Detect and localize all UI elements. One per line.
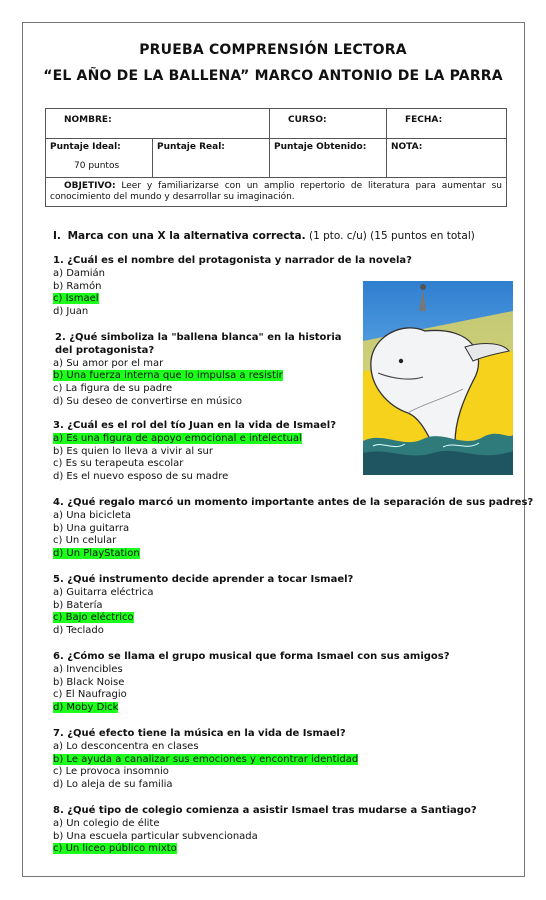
question-title: 3. ¿Cuál es el rol del tío Juan en la vida de Ismael? — [53, 420, 337, 431]
question-5 — [53, 574, 353, 638]
option-c[interactable]: c) La figura de su padre — [53, 383, 173, 395]
info-table — [45, 108, 507, 207]
correct-answer-highlight: d) Moby Dick — [53, 702, 119, 714]
objetivo-label: OBJETIVO: — [64, 181, 116, 191]
option-d[interactable] — [53, 548, 533, 561]
option-a[interactable]: a) Invencibles — [53, 663, 123, 675]
section-instruction — [53, 230, 475, 242]
option-d[interactable]: d) Su deseo de convertirse en músico — [53, 395, 242, 407]
question-title: 7. ¿Qué efecto tiene la música en la vida de Ismael? — [53, 728, 346, 739]
puntaje-ideal-cell — [46, 139, 153, 178]
option-a[interactable]: a) Su amor por el mar — [53, 357, 164, 369]
option-b[interactable]: b) Una escuela particular subvencionada — [53, 830, 258, 842]
nota-label: NOTA: — [391, 142, 423, 152]
option-a[interactable] — [53, 433, 336, 446]
figure-head — [420, 284, 426, 290]
question-8 — [53, 805, 477, 856]
option-c[interactable]: c) Un celular — [53, 535, 117, 547]
section-number: I. — [53, 230, 61, 242]
correct-answer-highlight: b) Le ayuda a canalizar sus emociones y encontrar identidad — [53, 753, 359, 765]
correct-answer-highlight: c) Ismael — [53, 293, 99, 305]
nota-cell[interactable] — [387, 139, 507, 178]
question-title: 4. ¿Qué regalo marcó un momento importante antes de la separación de sus padres? — [53, 497, 534, 508]
whale-eye — [399, 359, 403, 363]
question-6 — [53, 651, 450, 715]
option-c[interactable]: c) Es su terapeuta escolar — [53, 458, 184, 470]
option-a[interactable]: a) Lo desconcentra en clases — [53, 740, 199, 752]
question-title: 1. ¿Cuál es el nombre del protagonista y narrador de la novela? — [53, 255, 412, 266]
section-instruction-text: Marca con una X la alternativa correcta. — [67, 230, 306, 242]
option-c[interactable] — [53, 293, 412, 306]
question-title: 6. ¿Cómo se llama el grupo musical que forma Ismael con sus amigos? — [53, 651, 450, 662]
nombre-cell[interactable] — [46, 109, 270, 139]
option-b[interactable]: b) Una guitarra — [53, 522, 130, 534]
page-subtitle: “EL AÑO DE LA BALLENA” MARCO ANTONIO DE LA PARRA — [43, 68, 503, 84]
fecha-cell[interactable] — [387, 109, 507, 139]
correct-answer-highlight: c) Bajo eléctrico — [53, 612, 134, 624]
question-title: 2. ¿Qué simboliza la "ballena blanca" en la historia del protagonista? — [55, 332, 342, 356]
page-title: PRUEBA COMPRENSIÓN LECTORA — [139, 42, 407, 58]
option-d[interactable]: d) Juan — [53, 306, 89, 318]
nombre-label: NOMBRE: — [64, 115, 112, 125]
objetivo-text: Leer y familiarizarse con un amplio repertorio de literatura para aumentar su conocimiento del mundo y desarrollar su imaginación. — [50, 181, 502, 202]
question-1 — [53, 255, 412, 319]
option-d[interactable] — [53, 702, 450, 715]
option-a[interactable]: a) Un colegio de élite — [53, 817, 160, 829]
option-b[interactable]: b) Ramón — [53, 280, 102, 292]
puntaje-real-cell[interactable] — [153, 139, 270, 178]
fecha-label: FECHA: — [405, 115, 443, 125]
question-3 — [53, 420, 336, 484]
puntaje-ideal-label: Puntaje Ideal: — [50, 142, 121, 152]
puntaje-ideal-value: 70 puntos — [74, 161, 120, 171]
option-c[interactable] — [53, 612, 353, 625]
question-title: 8. ¿Qué tipo de colegio comienza a asistir Ismael tras mudarse a Santiago? — [53, 805, 477, 816]
whale-illustration — [363, 281, 513, 475]
option-c[interactable]: c) Le provoca insomnio — [53, 766, 169, 778]
correct-answer-highlight: a) Es una figura de apoyo emocional e intelectual — [53, 432, 302, 444]
question-title: 5. ¿Qué instrumento decide aprender a tocar Ismael? — [53, 574, 354, 585]
puntaje-obtenido-label: Puntaje Obtenido: — [274, 142, 367, 152]
correct-answer-highlight: d) Un PlayStation — [53, 548, 140, 560]
objetivo-cell — [46, 178, 507, 207]
question-7 — [53, 728, 358, 792]
puntaje-obtenido-cell[interactable] — [270, 139, 387, 178]
option-a[interactable]: a) Una bicicleta — [53, 509, 132, 521]
question-4 — [53, 497, 533, 561]
option-a[interactable]: a) Damián — [53, 267, 106, 279]
question-2 — [53, 332, 355, 409]
section-points: (1 pto. c/u) (15 puntos en total) — [308, 230, 475, 242]
option-b[interactable]: b) Batería — [53, 599, 103, 611]
option-b[interactable]: b) Black Noise — [53, 676, 125, 688]
option-b[interactable]: b) Es quien lo lleva a vivir al sur — [53, 445, 214, 457]
option-c[interactable]: c) El Naufragio — [53, 689, 127, 701]
option-d[interactable]: d) Teclado — [53, 625, 104, 637]
option-d[interactable]: d) Es el nuevo esposo de su madre — [53, 471, 229, 483]
option-b[interactable] — [53, 370, 355, 383]
option-b[interactable] — [53, 754, 358, 767]
correct-answer-highlight: b) Una fuerza interna que lo impulsa a resistir — [53, 370, 283, 382]
curso-cell[interactable] — [270, 109, 387, 139]
option-d[interactable]: d) Lo aleja de su familia — [53, 779, 173, 791]
correct-answer-highlight: c) Un liceo público mixto — [53, 843, 177, 855]
puntaje-real-label: Puntaje Real: — [157, 142, 225, 152]
curso-label: CURSO: — [288, 115, 327, 125]
option-a[interactable]: a) Guitarra eléctrica — [53, 586, 154, 598]
option-c[interactable] — [53, 843, 477, 856]
